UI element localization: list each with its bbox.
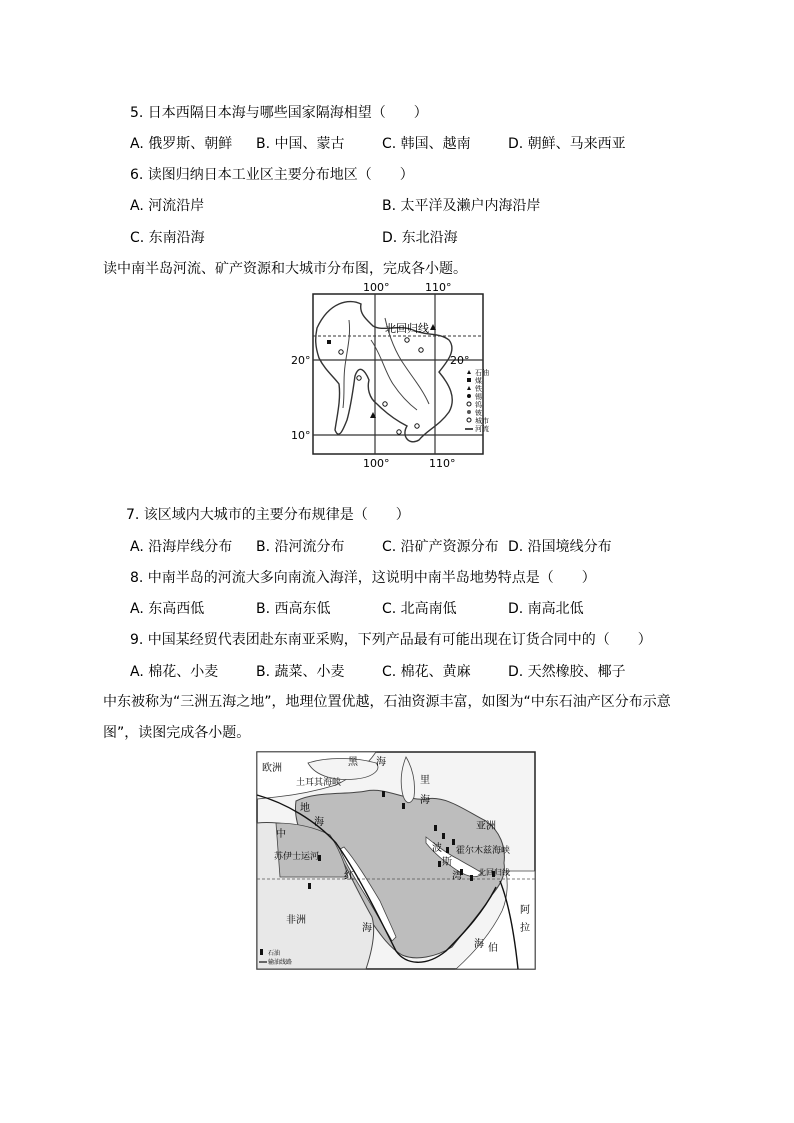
map2-legend-oil: 石油 [268,950,281,957]
q5-option-d: D. 朝鲜、马来西亚 [508,136,626,152]
map2-label-black-sea: 黑 [348,757,358,768]
map2-label-africa: 非洲 [286,915,306,926]
map1-legend-beryllium: 铍 [475,409,482,417]
map2-label-persian-2: 斯 [442,857,452,868]
map1-legend-coal: 煤 [475,377,482,385]
q8-option-a: A. 东高西低 [130,601,205,617]
intro-middle-east-line2: 图”，读图完成各小题。 [103,725,251,741]
map2-label-arabian-3: 伯 [488,943,498,954]
q8-option-c: C. 北高南低 [382,601,457,617]
q5-option-c: C. 韩国、越南 [382,136,471,152]
intro-middle-east-line1: 中东被称为“三洲五海之地”，地理位置优越，石油资源丰富，如图为“中东石油产区分布示意 [103,694,671,710]
map2-label-black-sea-2: 海 [376,757,386,768]
map1-legend-oil: 石油 [475,369,489,377]
map1-lat-20-right: 20° [450,354,470,367]
intro-indochina: 读中南半岛河流、矿产资源和大城市分布图，完成各小题。 [103,261,467,277]
map1-legend-tungsten: 钨 [475,401,482,409]
map2-label-caspian: 里 [420,775,430,786]
map2-label-arabian-4: 海 [474,939,484,950]
q5-option-b: B. 中国、蒙古 [256,136,345,152]
map2-label-persian-3: 湾 [452,871,462,882]
map2-label-asia: 亚洲 [476,821,496,832]
map2-label-europe: 欧洲 [262,763,282,774]
map2-label-persian-1: 波 [432,843,442,854]
map2-label-red-1: 红 [344,871,354,882]
q8-option-d: D. 南高北低 [508,601,584,617]
q7-option-d: D. 沿国境线分布 [508,539,612,555]
map2-legend-pipeline: 输油线路 [268,959,293,966]
map1-legend-city: 城市 [475,417,489,425]
map2-label-med-1: 地 [300,803,310,814]
indochina-map [289,280,505,472]
q9-option-d: D. 天然橡胶、椰子 [508,664,626,680]
map2-label-arabian-2: 拉 [520,923,530,934]
q7-stem: 7. 该区域内大城市的主要分布规律是（ ） [126,507,410,523]
q9-stem: 9. 中国某经贸代表团赴东南亚采购，下列产品最有可能出现在订货合同中的（ ） [130,632,652,648]
q5-option-a: A. 俄罗斯、朝鲜 [130,136,233,152]
middle-east-map [256,751,536,970]
map1-lon-110-bottom: 110° [429,457,456,470]
q6-stem: 6. 读图归纳日本工业区主要分布地区（ ） [130,167,414,183]
map1-lon-100-bottom: 100° [363,457,390,470]
map2-label-suez: 苏伊士运河 [274,852,320,862]
map2-label-hormuz: 霍尔木兹海峡 [456,846,511,856]
map2-label-red-2: 海 [362,923,372,934]
map2-label-tropic: 北回归线 [478,868,510,877]
map1-legend-iron: 铁 [475,385,482,393]
map1-lon-100-top: 100° [363,281,390,294]
q7-option-a: A. 沿海岸线分布 [130,539,233,555]
map2-label-turkish-straits: 土耳其海峡 [296,778,342,788]
q7-option-b: B. 沿河流分布 [256,539,345,555]
q8-stem: 8. 中南半岛的河流大多向南流入海洋，这说明中南半岛地势特点是（ ） [130,570,596,586]
q9-option-a: A. 棉花、小麦 [130,664,219,680]
q6-option-a: A. 河流沿岸 [130,198,205,214]
map2-label-med-3: 海 [314,817,324,828]
q6-option-c: C. 东南沿海 [130,230,205,246]
q7-option-c: C. 沿矿产资源分布 [382,539,499,555]
map1-lat-10-left: 10° [291,429,311,442]
q8-option-b: B. 西高东低 [256,601,331,617]
map2-label-arabian-1: 阿 [520,905,530,916]
map1-legend-tin: 锡 [475,393,482,401]
q6-option-d: D. 东北沿海 [382,230,458,246]
q5-stem: 5. 日本西隔日本海与哪些国家隔海相望（ ） [130,105,428,121]
q9-option-c: C. 棉花、黄麻 [382,664,471,680]
map2-label-caspian-2: 海 [420,795,430,806]
q9-option-b: B. 蔬菜、小麦 [256,664,345,680]
map1-legend-river: 河流 [475,425,489,433]
map2-label-med-2: 中 [276,829,286,840]
map1-lat-20-left: 20° [291,354,311,367]
map1-lon-110-top: 110° [425,281,452,294]
q6-option-b: B. 太平洋及濑户内海沿岸 [382,198,541,214]
map1-tropic-label: 北回归线 [385,322,429,335]
